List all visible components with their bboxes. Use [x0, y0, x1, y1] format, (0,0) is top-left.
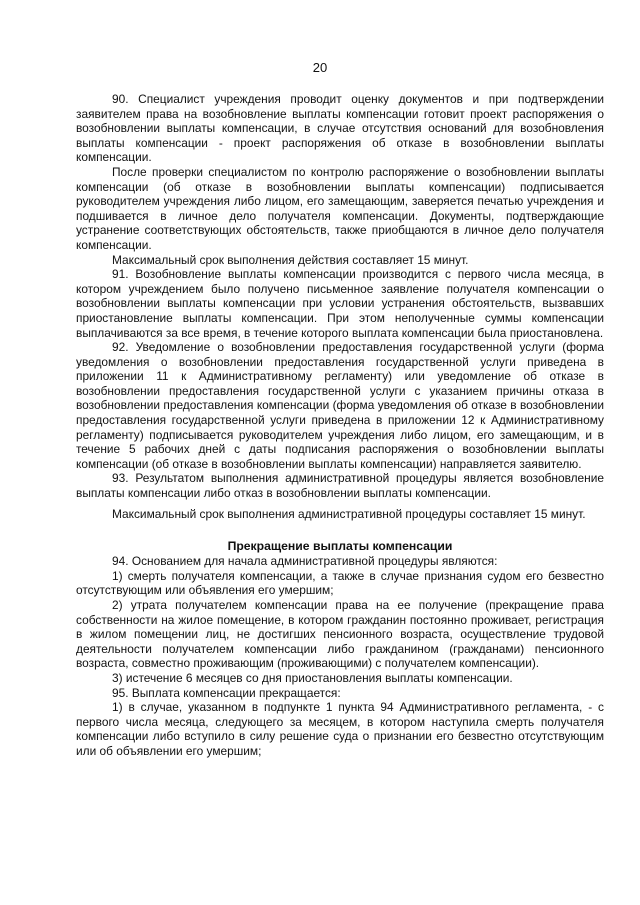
paragraph-92: 92. Уведомление о возобновлении предоставления государственной услуги (форма уведомления о возобновлении предоставления государственной услуги приведена в приложении 11 к Административному регламенту) или уведомление об отказе в возобновлении предоставления государственной услуги с указанием причины отказа в возобновлении предоставления компенсации (форма уведомления об отказе в возобновлении предоставления государственной услуги приведена в приложении 12 к Административному регламенту) подписывается руководителем учреждения либо лицом, его замещающим, и в течение 5 рабочих дней с даты подписания распоряжения о возобновлении выплаты компенсации (об отказе в возобновлении выплаты компенсации) направляется заявителю.: [76, 340, 604, 471]
paragraph-90-check: После проверки специалистом по контролю распоряжение о возобновлении выплаты компенсации (об отказе в возобновлении выплаты компенсации) подписывается руководителем учреждения либо лицом, его замещающим, заверяется печатью учреждения и подшивается в личное дело получателя компенсации. Документы, подтверждающие устранение соответствующих обстоятельств, также приобщаются в личное дело получателя компенсации.: [76, 164, 604, 252]
document-body: [76, 92, 604, 759]
paragraph-max-term: Максимальный срок выполнения действия составляет 15 минут.: [112, 252, 469, 267]
paragraph-94-item-1: 1) смерть получателя компенсации, а также в случае признания судом его безвестно отсутствующим или объявления его умершим;: [76, 568, 604, 598]
paragraph-95: 95. Выплата компенсации прекращается:: [112, 685, 341, 700]
paragraph-max-procedure-term: Максимальный срок выполнения административной процедуры составляет 15 минут.: [112, 506, 586, 521]
page-number: 20: [312, 60, 328, 75]
paragraph-91: 91. Возобновление выплаты компенсации производится с первого числа месяца, в котором учреждением было получено письменное заявление получателя компенсации о возобновлении выплаты компенсации при условии устранения обстоятельств, вызвавших приостановление выплаты компенсации. При этом неполученные суммы компенсации выплачиваются за все время, в течение которого выплата компенсации была приостановлена.: [76, 267, 604, 340]
paragraph-95-item-1: 1) в случае, указанном в подпункте 1 пункта 94 Административного регламента, - с первого числа месяца, следующего за месяцем, в котором наступила смерть получателя компенсации либо вступило в силу решение суда о признании его безвестно отсутствующим или об объявлении его умершим;: [76, 700, 604, 758]
paragraph-94: 94. Основанием для начала административной процедуры являются:: [112, 554, 498, 569]
paragraph-94-item-3: 3) истечение 6 месяцев со дня приостановления выплаты компенсации.: [112, 670, 513, 685]
paragraph-93: 93. Результатом выполнения административной процедуры является возобновление выплаты компенсации либо отказ в возобновлении выплаты компенсации.: [76, 471, 604, 501]
paragraph-94-item-2: 2) утрата получателем компенсации права на ее получение (прекращение права собственности на жилое помещение, в котором гражданин постоянно проживает, регистрация в жилом помещении лиц, не достигших пенсионного возраста, осуществление трудовой деятельности получателем компенсации либо гражданином (гражданами) пенсионного возраста, совместно проживающим (проживающими) с получателем компенсации).: [76, 598, 604, 671]
paragraph-90: 90. Специалист учреждения проводит оценку документов и при подтверждении заявителем права на возобновление выплаты компенсации готовит проект распоряжения о возобновлении выплаты компенсации, в случае отсутствия оснований для возобновления выплаты компенсации - проект распоряжения об отказе в возобновлении выплаты компенсации.: [76, 92, 604, 165]
section-heading: Прекращение выплаты компенсации: [227, 539, 453, 554]
